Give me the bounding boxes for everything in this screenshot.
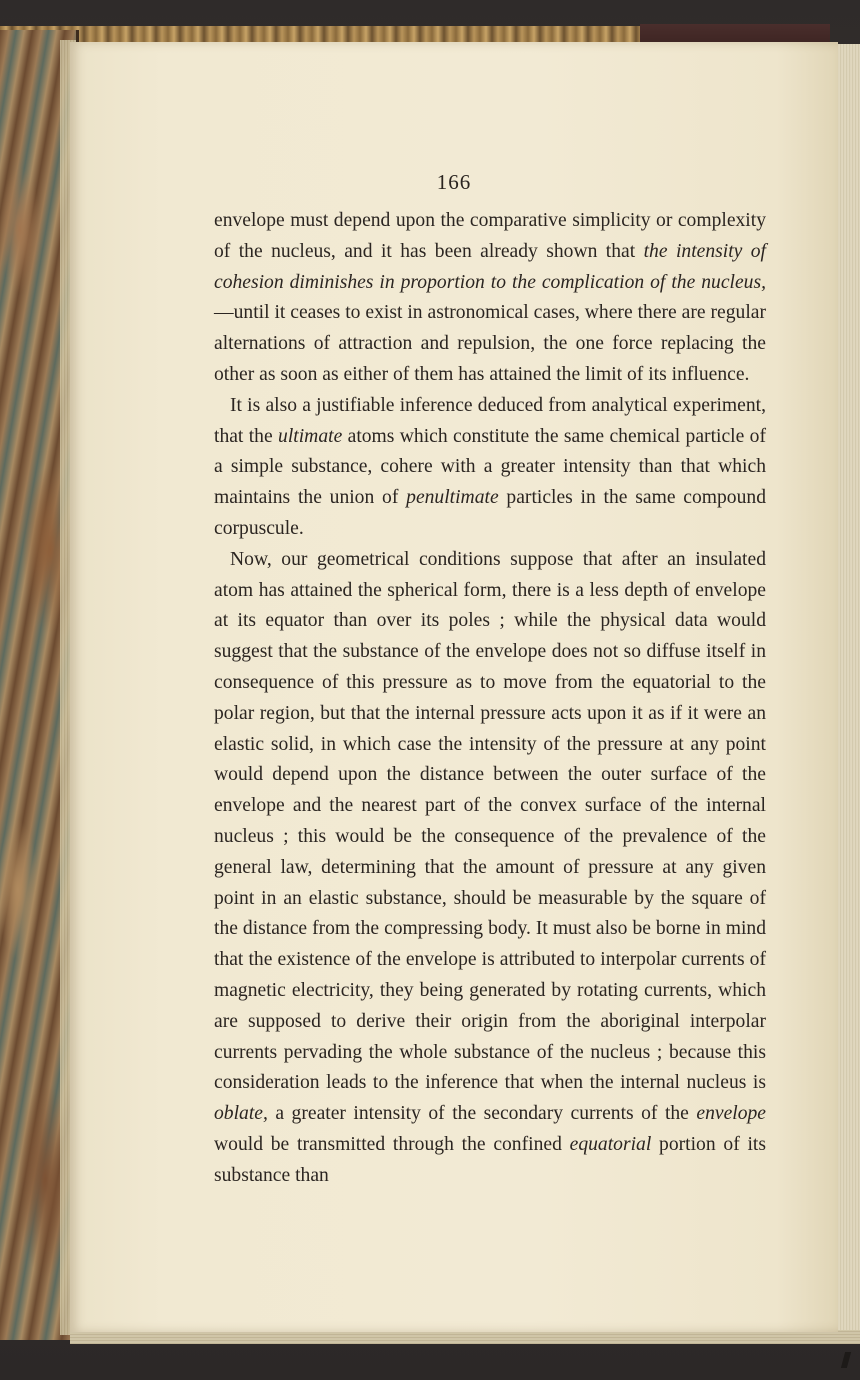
paragraph-3-text: Now, our geometrical conditions suppose that after an insulated atom has attained the spherical form, there is a less depth of envelope at its equator than over its poles ; while the physical data would suggest that the substance of the envelope does not so diffuse itself in consequence of this pressure as to move from the equatorial to the polar region, but that the internal pressure acts upon it as if it were an elastic solid, in which case the intensity of the pressure at any point would depend upon the distance between the outer surface of the envelope and the nearest part of the convex surface of the internal nucleus ; this would be the consequence of the prevalence of the general law, determining that the amount of pressure at any given point in an elastic substance, should be measurable by the square of the distance from the compressing body. It must also be borne in mind that the existence of the envelope is attributed to interpolar currents of magnetic electricity, they being generated by rotating currents, which are supposed to derive their origin from the aboriginal interpolar currents pervading the whole substance of the nucleus ; because this consideration leads to the inference that when the internal nucleus is <box>214 548 766 1094</box>
paragraph-1-text: envelope must depend upon the comparative simplicity or complexity of the nucleus, and it has been already shown that <box>214 210 766 262</box>
page-number: 166 <box>436 170 472 194</box>
page-stack-right <box>836 44 860 1344</box>
paragraph-3 <box>214 545 766 1192</box>
paragraph-3-text: would be transmitted through the confined <box>214 1133 570 1155</box>
page-mark <box>841 1352 851 1368</box>
paragraph-3-text: portion of its substance than <box>214 1133 766 1186</box>
paragraph-3-italic: oblate, <box>214 1103 268 1125</box>
paragraph-2-text: It is also a justifiable inference deduced from analytical experiment, that the <box>214 394 766 447</box>
paragraph-2-italic: penultimate <box>406 487 499 509</box>
paragraph-2-text: atoms which constitute the same chemical particle of a simple substance, cohere with a greater intensity than that which maintains the union of <box>214 425 766 509</box>
paragraph-3-italic: equatorial <box>569 1133 652 1155</box>
paragraph-2 <box>214 391 766 545</box>
paragraph-2-text: particles in the same compound corpuscule. <box>214 487 766 539</box>
body-text <box>214 206 766 1192</box>
paragraph-1-text: —until it ceases to exist in astronomical cases, where there are regular alternations of attraction and repulsion, the one force replacing the other as soon as either of them has attained the limit of its influence. <box>214 302 766 385</box>
page-stack-bottom <box>70 1330 860 1344</box>
paragraph-1 <box>214 206 766 391</box>
paragraph-1-italic: the intensity of cohesion diminishes in proportion to the complication of the nucleus, <box>214 240 766 293</box>
paragraph-3-text: a greater intensity of the secondary currents of the <box>267 1103 697 1125</box>
paragraph-2-italic: ultimate <box>278 425 343 447</box>
paragraph-3-italic: envelope <box>696 1103 766 1125</box>
